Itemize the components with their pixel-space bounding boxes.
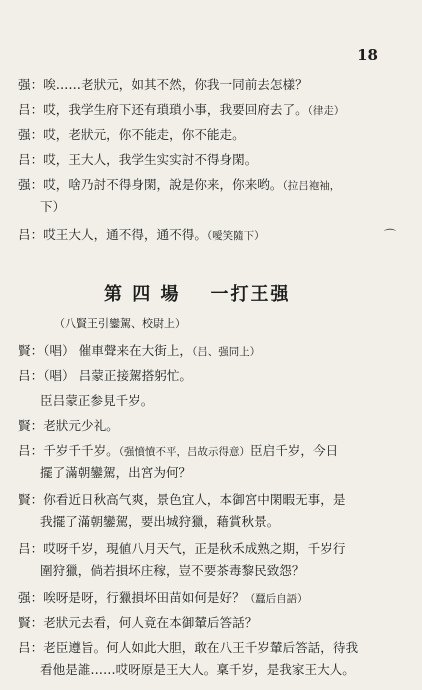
dialogue-line-continuation [40,198,412,215]
speaker-label: 吕： [18,541,44,556]
line-text: 老狀元去看，何人竟在本御輦后答話？ [43,615,258,630]
speaker-label: 吕： [18,640,44,655]
line-text: 看他是誰……哎呀原是王大人。稟千岁，是我家王大人。 [40,662,355,677]
line-text: 唉呀是呀，行獵損坏田苗如何是好？ [43,590,245,605]
dialogue-line [18,417,412,434]
line-text: 下） [40,199,66,214]
speaker-label: 吕： [18,227,44,242]
line-text: 我擺了滿朝鑾駕，要出城狩獵，藉賞秋景。 [40,514,280,529]
dialogue-line [18,101,412,120]
dialogue-line [18,151,412,170]
speaker-label: 賢： [18,615,44,630]
line-text: 擺了滿朝鑾駕，出宮为何？ [40,465,192,480]
line-text: 千岁千千岁。 [43,443,119,458]
line-text: 哎，啥乃討不得身閑，說是你来，你来哟。 [43,177,283,192]
dialogue-line [18,367,412,384]
stage-direction: （八賢王引鑾駕、校尉上） [54,317,186,330]
dialogue-line [18,342,412,361]
speaker-label: 賢： [18,343,44,358]
line-text: （唱） 催車聲来在大街上， [43,343,193,358]
dialogue-line-continuation [40,661,412,678]
speaker-label: 强： [18,177,44,192]
line-text: 哎，老狀元，你不能走，你不能走。 [43,127,245,142]
line-text: 圍狩獵，倘若損坏庄稼，豈不要茶毒黎民致怨？ [40,563,305,578]
line-text: 老臣遵旨。何人如此大胆，敢在八王千岁輦后答話，待我 [43,640,359,655]
dialogue-line [18,540,412,557]
dialogue-line [18,614,412,631]
dialogue-line [18,226,412,245]
speaker-label: 强： [18,77,44,92]
line-text: 哎，王大人，我学生实实討不得身閑。 [43,152,258,167]
dialogue-line [18,442,412,461]
dialogue-line-continuation [40,464,412,481]
line-text: 老狀元少礼。 [43,418,119,433]
scene-title: 一打王强 [210,284,291,305]
line-text: 哎呀千岁，現値八月天气，正是秋禾成熟之期，千岁行 [43,541,346,556]
line-text: 哎王大人，通不得，通不得。 [43,227,207,242]
page-number: 18 [357,46,378,64]
stage-note: （噯笑隨下） [206,230,265,242]
dialogue-line [18,76,412,95]
line-text: （唱） 吕蒙正接駕搭躬忙。 [43,368,193,383]
dialogue-line [18,639,412,656]
stage-note: （律走） [307,105,345,117]
speaker-label: 吕： [18,152,44,167]
speaker-label: 賢： [18,418,44,433]
dialogue-line-continuation [40,392,412,409]
speaker-label: 吕： [18,368,44,383]
stage-note: （拉吕袍袖， [282,180,341,192]
dialogue-line-continuation [40,513,412,530]
line-text: 唉……老狀元，如其不然，你我一同前去怎樣？ [43,77,308,92]
dialogue-line [18,176,412,195]
scene-heading [104,280,291,306]
line-text: 臣吕蒙正参見千岁。 [40,393,154,408]
line-text: 哎，我学生府下还有瑣瑣小事，我要回府去了。 [43,102,308,117]
speaker-label: 吕： [18,102,44,117]
ink-mark: ⌒ [384,228,397,242]
stage-note: （强憤憤不平，吕故示得意） [118,446,250,458]
dialogue-line [18,126,412,145]
dialogue-line [18,589,412,608]
line-text: 你看近日秋高气爽，景色宜人，本御宮中閑暇无事，是 [43,492,346,507]
dialogue-line-continuation [40,562,412,579]
speaker-label: 吕： [18,443,44,458]
stage-note: （蠶后自語） [244,593,308,605]
scene-number: 第 四 場 [104,284,181,305]
dialogue-line [18,491,412,508]
speaker-label: 賢： [18,492,44,507]
speaker-label: 强： [18,590,44,605]
speaker-label: 强： [18,127,44,142]
stage-note: （吕、强同上） [192,346,261,358]
line-text-tail: 臣启千岁，今日 [250,443,339,458]
